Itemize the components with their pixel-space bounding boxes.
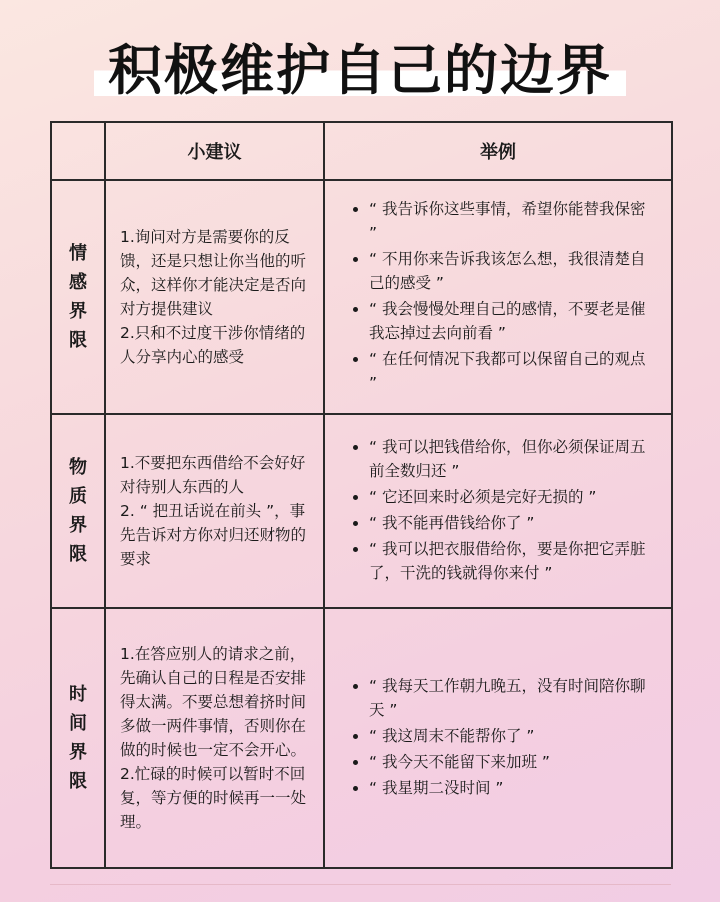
example-item: • “ 我告诉你这些事情，希望你能替我保密 ” [369,197,657,245]
category-emotional [51,180,105,414]
example-item: • “ 我不能再借钱给你了 ” [369,511,657,535]
tips-cell-time [105,608,324,868]
header-row [51,122,672,180]
category-char: 间 [69,713,87,734]
example-item: • “ 在任何情况下我都可以保留自己的观点 ” [369,347,657,395]
example-item: • “ 我今天不能留下来加班 ” [369,750,657,774]
page-title: 积极维护自己的边界 [94,28,626,105]
category-char: 时 [69,684,87,705]
examples-cell-material [324,414,672,608]
category-char: 界 [69,301,87,322]
category-char: 限 [69,771,87,792]
example-item: • “ 我这周末不能帮你了 ” [369,724,657,748]
example-item: • “ 我会慢慢处理自己的感情，不要老是催我忘掉过去向前看 ” [369,297,657,345]
category-char: 质 [69,486,87,507]
example-item: • “ 不用你来告诉我该怎么想，我很清楚自己的感受 ” [369,247,657,295]
tip-text: 1.不要把东西借给不会好好对待别人东西的人 [120,454,306,496]
bottom-divider [50,884,671,885]
table-row-emotional [51,180,672,414]
table-row-material [51,414,672,608]
category-char: 物 [69,457,87,478]
example-item: • “ 我可以把衣服借给你，要是你把它弄脏了，干洗的钱就得你来付 ” [369,537,657,585]
tip-text: 2.忙碌的时候可以暂时不回复，等方便的时候再一一处理。 [120,765,307,831]
example-item: • “ 我可以把钱借给你，但你必须保证周五前全数归还 ” [369,435,657,483]
category-char: 限 [69,544,87,565]
examples-cell-time [324,608,672,868]
title-area [0,28,720,105]
tip-text: 1.询问对方是需要你的反馈，还是只想让你当他的听众，这样你才能决定是否向对方提供建议 [120,228,307,318]
example-item: • “ 它还回来时必须是完好无损的 ” [369,485,657,509]
category-char: 界 [69,515,87,536]
header-empty [51,122,105,180]
example-item: • “ 我每天工作朝九晚五，没有时间陪你聊天 ” [369,674,657,722]
category-char: 限 [69,330,87,351]
examples-list [347,197,657,395]
tip-text: 2. “ 把丑话说在前头 ”，事先告诉对方你对归还财物的要求 [120,502,307,568]
tip-text: 2.只和不过度干涉你情绪的人分享内心的感受 [120,324,306,366]
boundary-table [50,121,673,869]
category-material [51,414,105,608]
category-time [51,608,105,868]
category-char: 感 [69,272,87,293]
tips-cell-emotional [105,180,324,414]
tips-cell-material [105,414,324,608]
category-char: 情 [69,243,87,264]
examples-list [347,674,657,800]
category-char: 界 [69,742,87,763]
example-item: • “ 我星期二没时间 ” [369,776,657,800]
examples-list [347,435,657,585]
tip-text: 1.在答应别人的请求之前，先确认自己的日程是否安排得太满。不要总想着挤时间多做一两件事情，否则你在做的时候也一定不会开心。 [120,645,307,759]
header-examples: 举例 [324,122,672,180]
header-tips: 小建议 [105,122,324,180]
table-row-time [51,608,672,868]
examples-cell-emotional [324,180,672,414]
